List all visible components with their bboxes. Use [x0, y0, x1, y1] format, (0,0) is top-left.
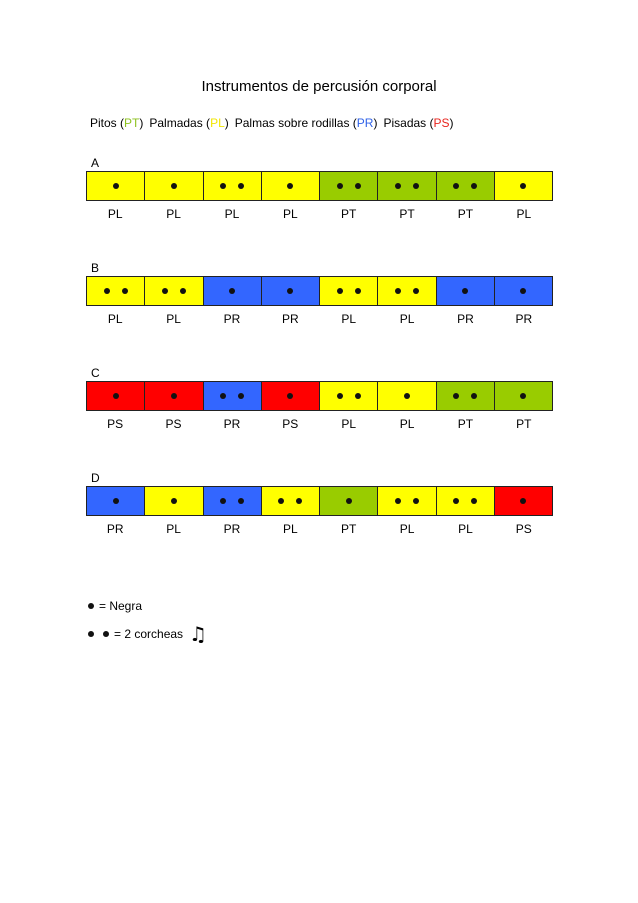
beat-dot-icon: [229, 288, 235, 294]
beat-dot-icon: [287, 183, 293, 189]
beat-cell: [320, 172, 378, 200]
beat-dot-icon: [113, 498, 119, 504]
beat-dot-icon: [453, 183, 459, 189]
instrument-code-label: PL: [399, 312, 415, 326]
rhythm-row: [86, 486, 553, 516]
beat-dot-icon: [171, 498, 177, 504]
instrument-code-label: PR: [281, 312, 299, 326]
instrument-code-label: PS: [282, 417, 299, 431]
instrument-code-label: PL: [341, 312, 357, 326]
legend-close: ): [449, 116, 454, 130]
key-corcheas-label: = 2 corcheas: [114, 627, 184, 641]
instrument-code-label: PS: [165, 417, 182, 431]
beat-cell: [262, 277, 320, 305]
beat-cell: [87, 172, 145, 200]
instrument-code-label: PS: [515, 522, 532, 536]
legend-item: [235, 116, 378, 130]
beat-dot-icon: [355, 183, 361, 189]
beat-cell: [320, 277, 378, 305]
beat-dot-icon: [113, 183, 119, 189]
beat-cell: [320, 487, 378, 515]
beat-cell: [262, 172, 320, 200]
legend-close: ): [139, 116, 144, 130]
beat-cell: [378, 382, 436, 410]
beat-cell: [378, 487, 436, 515]
instrument-code-label: PL: [107, 312, 123, 326]
legend-code: PT: [124, 116, 140, 130]
beat-cell: [87, 382, 145, 410]
legend-code: PR: [356, 116, 374, 130]
instrument-code-label: PT: [341, 207, 357, 221]
beat-dot-icon: [395, 288, 401, 294]
beat-dot-icon: [122, 288, 128, 294]
beat-dot-icon: [520, 498, 526, 504]
legend-code: PS: [433, 116, 450, 130]
beat-dot-icon: [287, 393, 293, 399]
eighth-notes-icon: ♫: [189, 622, 207, 646]
beat-dot-icon: [238, 393, 244, 399]
beat-cell: [378, 277, 436, 305]
beat-cell: [378, 172, 436, 200]
beat-cell: [145, 277, 203, 305]
beat-dot-icon: [355, 288, 361, 294]
key-negra: [88, 599, 146, 613]
instrument-code-label: PR: [515, 312, 533, 326]
beat-dot-icon: [453, 393, 459, 399]
beat-cell: [495, 277, 552, 305]
instrument-code-label: PL: [282, 522, 298, 536]
row-labels: [86, 312, 553, 326]
beat-dot-icon: [471, 393, 477, 399]
beat-cell: [495, 487, 552, 515]
beat-cell: [262, 382, 320, 410]
beat-cell: [204, 487, 262, 515]
beat-cell: [145, 172, 203, 200]
beat-cell: [145, 382, 203, 410]
legend-item: [90, 116, 143, 130]
legend-close: ): [224, 116, 229, 130]
instrument-code-label: PL: [166, 312, 181, 326]
instrument-code-label: PL: [282, 207, 298, 221]
beat-dot-icon: [238, 183, 244, 189]
row-letter: A: [91, 156, 100, 170]
rhythm-row: [86, 381, 553, 411]
instrument-code-label: PL: [224, 207, 240, 221]
instrument-code-label: PL: [516, 207, 532, 221]
beat-cell: [204, 172, 262, 200]
beat-dot-icon: [220, 393, 226, 399]
instrument-code-label: PT: [516, 417, 532, 431]
beat-cell: [87, 487, 145, 515]
corchea-dot-icon: [103, 631, 109, 637]
instrument-code-label: PL: [458, 522, 473, 536]
beat-dot-icon: [413, 498, 419, 504]
instrument-code-label: PL: [399, 417, 415, 431]
beat-cell: [262, 487, 320, 515]
instrument-code-label: PL: [166, 207, 181, 221]
page-title: Instrumentos de percusión corporal: [201, 78, 437, 95]
legend-item: [383, 116, 453, 130]
instrument-code-label: PT: [341, 522, 357, 536]
beat-cell: [145, 487, 203, 515]
instrument-code-label: PT: [399, 207, 415, 221]
beat-dot-icon: [471, 498, 477, 504]
beat-dot-icon: [520, 393, 526, 399]
rhythm-row: [86, 276, 553, 306]
beat-dot-icon: [355, 393, 361, 399]
beat-dot-icon: [337, 288, 343, 294]
beat-cell: [320, 382, 378, 410]
beat-dot-icon: [520, 288, 526, 294]
row-labels: [86, 522, 553, 536]
beat-dot-icon: [238, 498, 244, 504]
beat-dot-icon: [287, 288, 293, 294]
beat-cell: [495, 172, 552, 200]
beat-cell: [204, 277, 262, 305]
key-corcheas: [88, 622, 207, 646]
row-labels: [86, 417, 553, 431]
beat-dot-icon: [395, 498, 401, 504]
row-letter: D: [91, 471, 100, 485]
beat-dot-icon: [113, 393, 119, 399]
legend-label: Palmadas (: [149, 116, 211, 130]
legend-item: [149, 116, 228, 130]
instrument-code-label: PR: [106, 522, 124, 536]
instrument-code-label: PL: [166, 522, 181, 536]
beat-dot-icon: [346, 498, 352, 504]
beat-dot-icon: [462, 288, 468, 294]
row-labels: [86, 207, 553, 221]
beat-dot-icon: [104, 288, 110, 294]
instrument-code-label: PT: [457, 207, 474, 221]
negra-dot-icon: [88, 603, 94, 609]
instrument-code-label: PT: [457, 417, 474, 431]
corchea-dot-icon: [88, 631, 94, 637]
beat-dot-icon: [337, 183, 343, 189]
beat-cell: [437, 382, 495, 410]
beat-cell: [495, 382, 552, 410]
legend-label: Palmas sobre rodillas (: [234, 116, 357, 130]
instrument-code-label: PL: [399, 522, 415, 536]
beat-dot-icon: [296, 498, 302, 504]
row-letter: B: [91, 261, 100, 275]
rhythm-row: [86, 171, 553, 201]
instrument-legend: [90, 116, 460, 130]
beat-dot-icon: [395, 183, 401, 189]
beat-cell: [437, 277, 495, 305]
beat-cell: [437, 172, 495, 200]
instrument-code-label: PL: [341, 417, 357, 431]
beat-cell: [87, 277, 145, 305]
beat-dot-icon: [413, 183, 419, 189]
legend-code: PL: [210, 116, 225, 130]
beat-dot-icon: [278, 498, 284, 504]
instrument-code-label: PR: [457, 312, 474, 326]
beat-dot-icon: [404, 393, 410, 399]
legend-label: Pisadas (: [383, 116, 434, 130]
beat-cell: [437, 487, 495, 515]
legend-label: Pitos (: [90, 116, 125, 130]
key-negra-label: = Negra: [99, 599, 143, 613]
instrument-code-label: PL: [107, 207, 123, 221]
beat-dot-icon: [171, 183, 177, 189]
beat-dot-icon: [337, 393, 343, 399]
beat-dot-icon: [413, 288, 419, 294]
beat-dot-icon: [471, 183, 477, 189]
beat-cell: [204, 382, 262, 410]
beat-dot-icon: [180, 288, 186, 294]
legend-close: ): [373, 116, 378, 130]
instrument-code-label: PR: [223, 312, 241, 326]
instrument-code-label: PR: [223, 417, 241, 431]
row-letter: C: [91, 366, 100, 380]
beat-dot-icon: [453, 498, 459, 504]
beat-dot-icon: [162, 288, 168, 294]
beat-dot-icon: [220, 183, 226, 189]
beat-dot-icon: [171, 393, 177, 399]
instrument-code-label: PR: [223, 522, 241, 536]
beat-dot-icon: [520, 183, 526, 189]
instrument-code-label: PS: [107, 417, 124, 431]
beat-dot-icon: [220, 498, 226, 504]
